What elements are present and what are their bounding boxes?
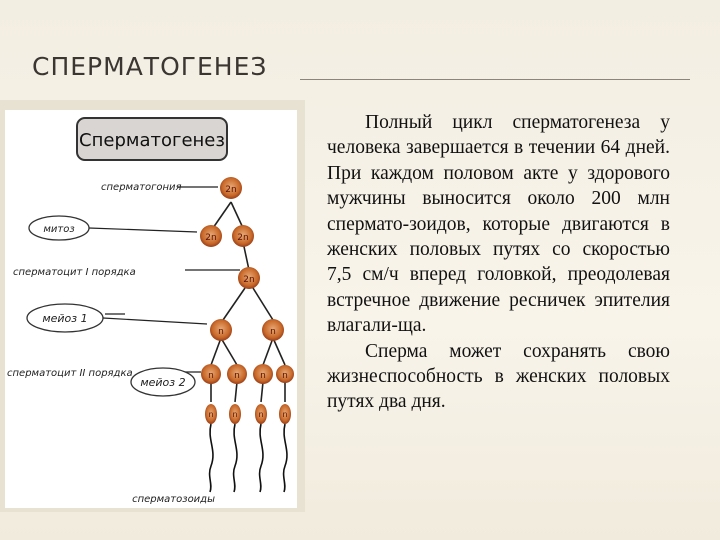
figure-header: Сперматогенез [79,130,225,151]
cell-label-2n: 2n [243,275,255,285]
label-spermatogonia: сперматогония [101,182,182,193]
cell-label-n: n [258,410,264,419]
cell-label-n: n [208,410,214,419]
cell-label-2n: 2n [205,233,217,243]
label-spermatozoa: сперматозоиды [132,494,215,505]
cell-label-n: n [208,371,214,381]
cell-label-2n: 2n [225,185,237,195]
spermatogenesis-diagram [5,110,297,508]
label-spermatocyte-2: сперматоцит II порядка [7,368,133,379]
label-spermatocyte-1: сперматоцит I порядка [13,267,136,278]
label-mitosis: митоз [43,224,75,235]
spermatogenesis-figure [0,100,305,512]
cell-label-n: n [218,327,224,337]
label-meiosis-1: мейоз 1 [42,312,88,325]
slide-title: СПЕРМАТОГЕНЕЗ [32,52,268,81]
title-divider [300,79,690,80]
spermatozoa-group [205,404,291,424]
cell-label-n: n [282,371,288,381]
paragraph-1: Полный цикл сперматогенеза у человека завершается в течении 64 дней. При каждом половом акте у здорового мужчины выносится около 200 млн спермато-зоидов, которые двигаются в женских половых путях со скоростью 7,5 см/ч вперед головкой, преодолевая встречное движение ресничек эпителия влагали-ща. [327,112,670,337]
spermatozoa-tails [210,424,287,492]
mitosis-leader [89,228,197,232]
cell-label-n: n [234,371,240,381]
label-leaders [105,187,240,372]
meiosis-1-leader [103,318,207,324]
cell-label-n: n [282,410,288,419]
cell-label-n: n [232,410,238,419]
label-meiosis-2: мейоз 2 [140,376,186,389]
body-text [327,110,670,415]
cell-label-2n: 2n [237,233,249,243]
figure-panel [5,110,297,508]
paragraph-2: Сперма может сохранять свою жизнеспособность в женских половых путях два дня. [327,340,670,413]
cell-label-n: n [270,327,276,337]
cell-label-n: n [260,371,266,381]
